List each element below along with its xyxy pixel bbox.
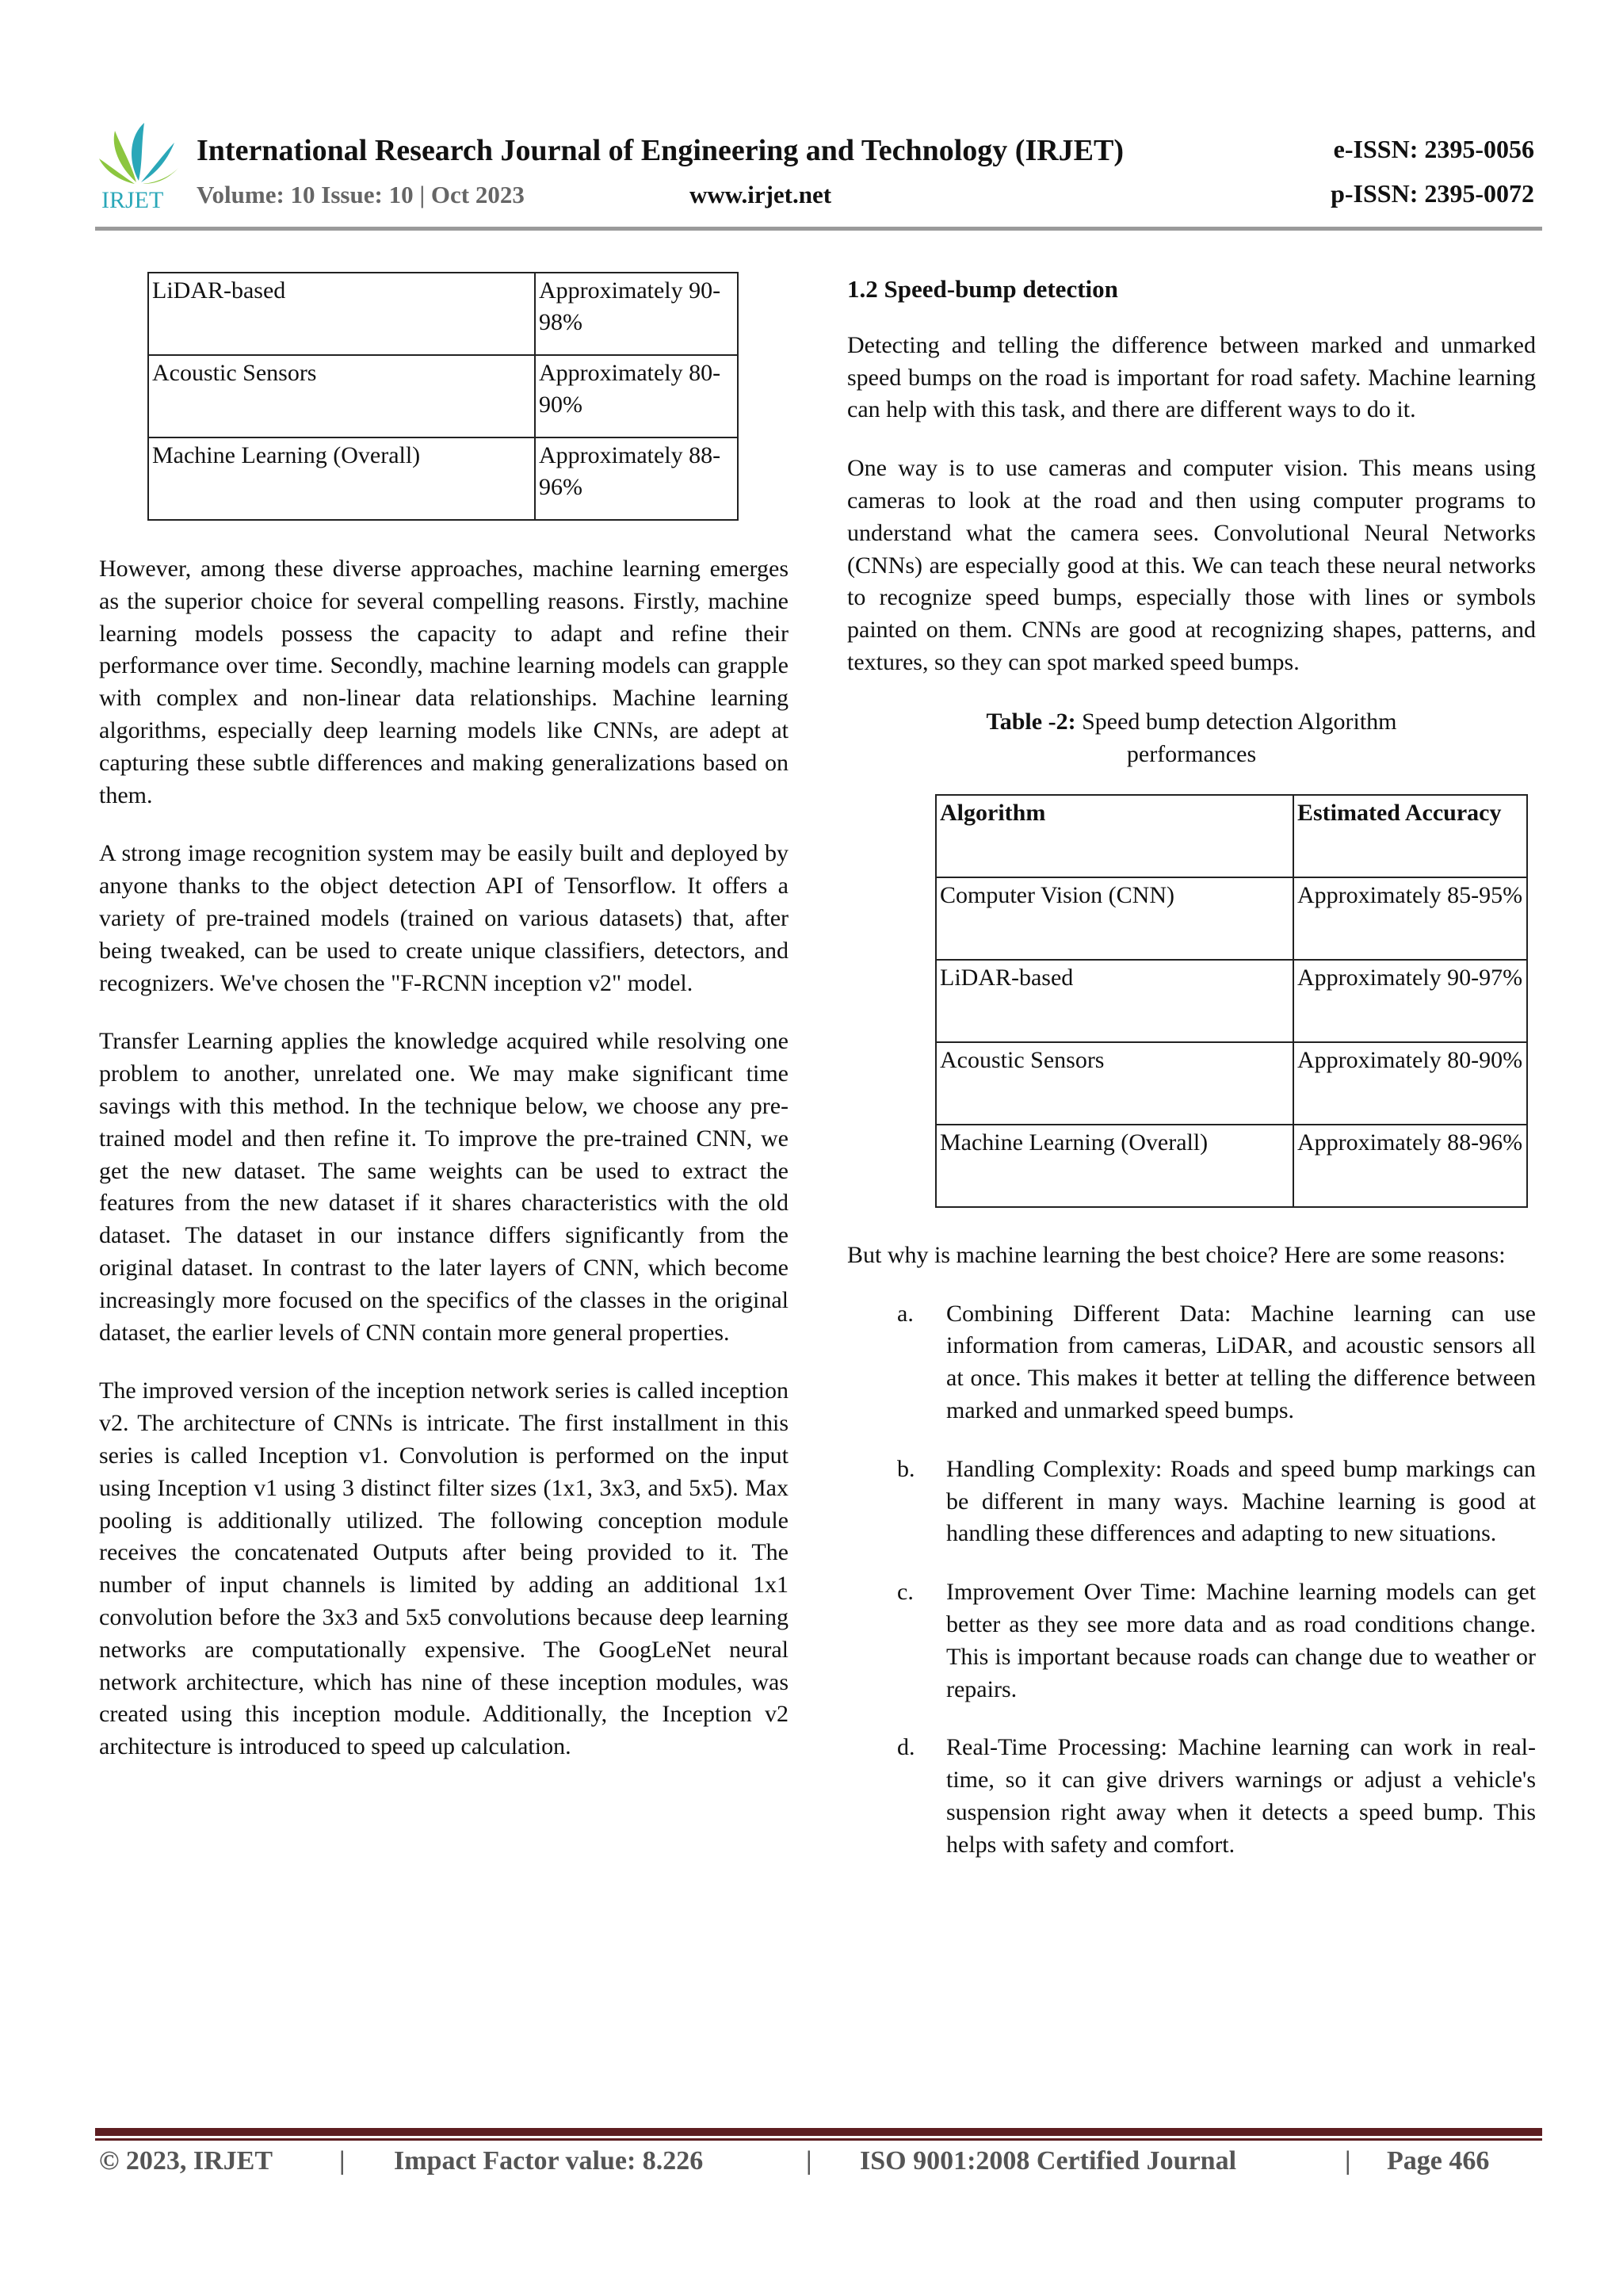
table-row [148,437,738,520]
logo-text: IRJET [101,187,164,213]
section-heading: 1.2 Speed-bump detection [847,275,1118,303]
table-header: Algorithm [936,795,1293,877]
table-cell: Approximately 80-90% [1293,1042,1527,1125]
table-cell: Acoustic Sensors [936,1042,1293,1125]
caption-label: Table -2: [986,708,1076,735]
header-rule [95,227,1542,231]
list-text: Improvement Over Time: Machine learning models can get better as they see more data and as road conditions change. This is important because roads can change due to weather or repairs. [946,1579,1536,1702]
table-caption [934,705,1449,770]
volume-issue: Volume: 10 Issue: 10 | Oct 2023 [197,181,525,208]
table-cell: Approximately 80-90% [535,355,738,437]
list-marker: d. [897,1734,915,1761]
journal-title: International Research Journal of Engineering and Technology (IRJET) [197,134,1125,167]
table-header-row [936,795,1527,877]
table-cell: LiDAR-based [148,273,535,355]
list-intro: But why is machine learning the best choice? Here are some reasons: [847,1241,1506,1268]
table-header: Estimated Accuracy [1293,795,1527,877]
caption-text: Speed bump detection Algorithm performances [1082,708,1397,767]
table-cell: Approximately 88-96% [535,437,738,520]
table-1 [147,272,739,521]
table-cell: Approximately 85-95% [1293,877,1527,960]
table-row [936,877,1527,960]
list-item [847,1732,1536,1861]
footer-separator: | [339,2146,346,2176]
leaf-logo-icon [95,119,182,214]
paragraph: However, among these diverse approaches, machine learning emerges as the superior choice for several compelling reasons. Firstly, machine learning models possess the capacity to adapt and refine their performance over time. Secondly, machine learning models can grapple with complex and non-linear data relationships. Machine learning algorithms, especially deep learning models like CNNs, are adept at capturing these subtle differences and making generalizations based on them. [99,556,789,808]
paragraph: A strong image recognition system may be easily built and deployed by anyone thanks to the object detection API of Tensorflow. It offers a variety of pre-trained models (trained on various datasets) that, after being tweaked, can be used to create unique classifiers, detectors, and recognizers. We've chosen the "F-RCNN inception v2" model. [99,840,789,996]
p-issn: p-ISSN: 2395-0072 [1331,179,1534,208]
table-row [148,273,738,355]
footer-impact-factor: Impact Factor value: 8.226 [394,2146,704,2176]
footer-copyright: © 2023, IRJET [99,2146,273,2176]
footer-separator: | [1345,2146,1351,2176]
paragraph: The improved version of the inception network series is called inception v2. The architecture of CNNs is intricate. The first installment in this series is called Inception v1. Convolution is performed on the input using Inception v1 using 3 distinct filter sizes (1x1, 3x3, and 5x5). Max pooling is additionally utilized. The following conception module receives the concatenated Outputs after being provided to it. The number of input channels is limited by adding an additional 1x1 convolution before the 3x3 and 5x5 convolutions because deep learning networks are computationally expensive. The GoogLeNet neural network architecture, which has nine of these inception modules, was created using this inception module. Additionally, the Inception v2 architecture is introduced to speed up calculation. [99,1377,789,1760]
table-cell: LiDAR-based [936,960,1293,1042]
table-row [936,1042,1527,1125]
list-text: Real-Time Processing: Machine learning can work in real-time, so it can give drivers warnings or adjust a vehicle's suspension right away when it detects a speed bump. This helps with safety and comfort. [946,1734,1536,1858]
paragraph: Transfer Learning applies the knowledge acquired while resolving one problem to another, unrelated one. We may make significant time savings with this method. In the technique below, we choose any pre-trained model and then refine it. To improve the pre-trained CNN, we get the new dataset. The same weights can be used to extract the features from the new dataset if it shares characteristics with the old dataset. The dataset in our instance differs significantly from the original dataset. In contrast to the later layers of CNN, which become increasingly more focused on the specifics of the classes in the original dataset, the earlier levels of CNN contain more general properties. [99,1028,789,1346]
table-2 [935,794,1528,1208]
list-item [847,1298,1536,1427]
table-cell: Approximately 90-97% [1293,960,1527,1042]
footer-rule [95,2128,1542,2136]
table-cell: Machine Learning (Overall) [148,437,535,520]
list-text: Handling Complexity: Roads and speed bump markings can be different in many ways. Machine learning is good at handling these differences and adapting to new situations. [946,1455,1536,1547]
e-issn: e-ISSN: 2395-0056 [1333,135,1534,163]
table-cell: Acoustic Sensors [148,355,535,437]
footer-page-number: Page 466 [1387,2146,1490,2176]
list-marker: c. [897,1579,914,1606]
website-link[interactable]: www.irjet.net [689,181,832,208]
table-row [936,960,1527,1042]
footer-iso: ISO 9001:2008 Certified Journal [860,2146,1237,2176]
list-item [847,1454,1536,1550]
list-marker: a. [897,1300,914,1327]
table-cell: Approximately 88-96% [1293,1125,1527,1207]
footer-rule-thin [95,2138,1542,2141]
list-marker: b. [897,1455,915,1482]
paragraph: One way is to use cameras and computer vision. This means using cameras to look at the road and then using computer programs to understand what the camera sees. Convolutional Neural Networks (CNNs) are especially good at this. We can teach these neural networks to recognize speed bumps, especially those with lines or symbols painted on them. CNNs are good at recognizing shapes, patterns, and textures, so they can spot marked speed bumps. [847,455,1536,675]
paragraph: Detecting and telling the difference between marked and unmarked speed bumps on the road is important for road safety. Machine learning can help with this task, and there are different ways to do it. [847,331,1536,423]
footer-separator: | [806,2146,812,2176]
table-row [936,1125,1527,1207]
irjet-logo [95,119,182,214]
left-column [99,553,789,1790]
table-cell: Computer Vision (CNN) [936,877,1293,960]
table-row [148,355,738,437]
list-item [847,1576,1536,1706]
right-column [847,273,1536,1888]
list-text: Combining Different Data: Machine learning can use information from cameras, LiDAR, and acoustic sensors all at once. This makes it better at telling the difference between marked and unmarked speed bumps. [946,1300,1536,1423]
table-cell: Approximately 90-98% [535,273,738,355]
table-cell: Machine Learning (Overall) [936,1125,1293,1207]
